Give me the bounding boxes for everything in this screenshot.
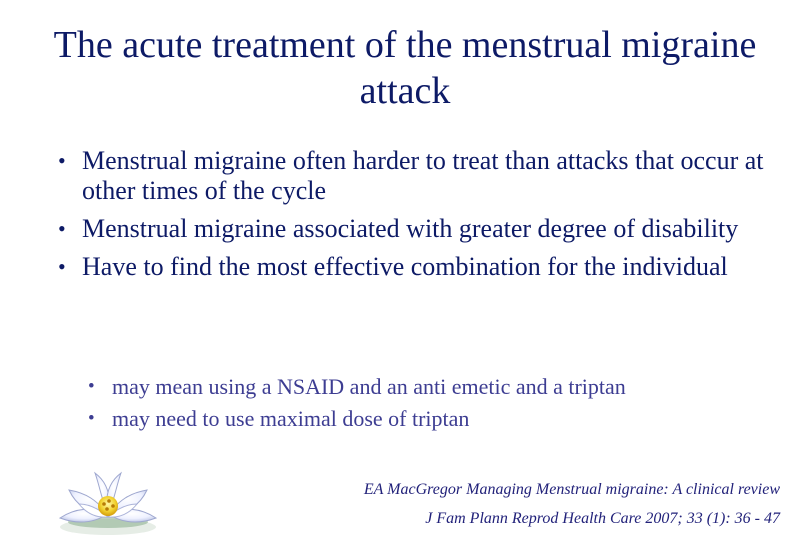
main-bullet-list <box>58 146 778 290</box>
bullet-text: Menstrual migraine associated with greater degree of disability <box>82 214 739 243</box>
bullet-marker: • <box>58 254 66 279</box>
sub-bullet-text: may need to use maximal dose of triptan <box>112 406 470 431</box>
sub-bullet-marker: • <box>88 376 95 397</box>
sub-bullet-marker: • <box>88 408 95 429</box>
citation-line-1: EA MacGregor Managing Menstrual migraine: A clinical review <box>363 481 780 498</box>
bullet-item <box>58 146 778 206</box>
sub-bullet-text: may mean using a NSAID and an anti emetic and a triptan <box>112 374 626 399</box>
bullet-text: Have to find the most effective combination for the individual <box>82 252 728 281</box>
sub-bullet-item <box>88 374 728 400</box>
slide-title: The acute treatment of the menstrual migraine attack <box>53 24 757 112</box>
bullet-marker: • <box>58 148 66 173</box>
citation-line-2: J Fam Plann Reprod Health Care 2007; 33 (1): 36 - 47 <box>425 510 780 527</box>
water-lily-flower-icon <box>52 466 164 536</box>
bullet-item <box>58 214 778 244</box>
bullet-text: Menstrual migraine often harder to treat than attacks that occur at other times of the cycle <box>82 146 764 205</box>
bullet-marker: • <box>58 216 66 241</box>
sub-bullet-item <box>88 406 728 432</box>
bullet-item <box>58 252 778 282</box>
sub-bullet-list <box>88 374 728 438</box>
